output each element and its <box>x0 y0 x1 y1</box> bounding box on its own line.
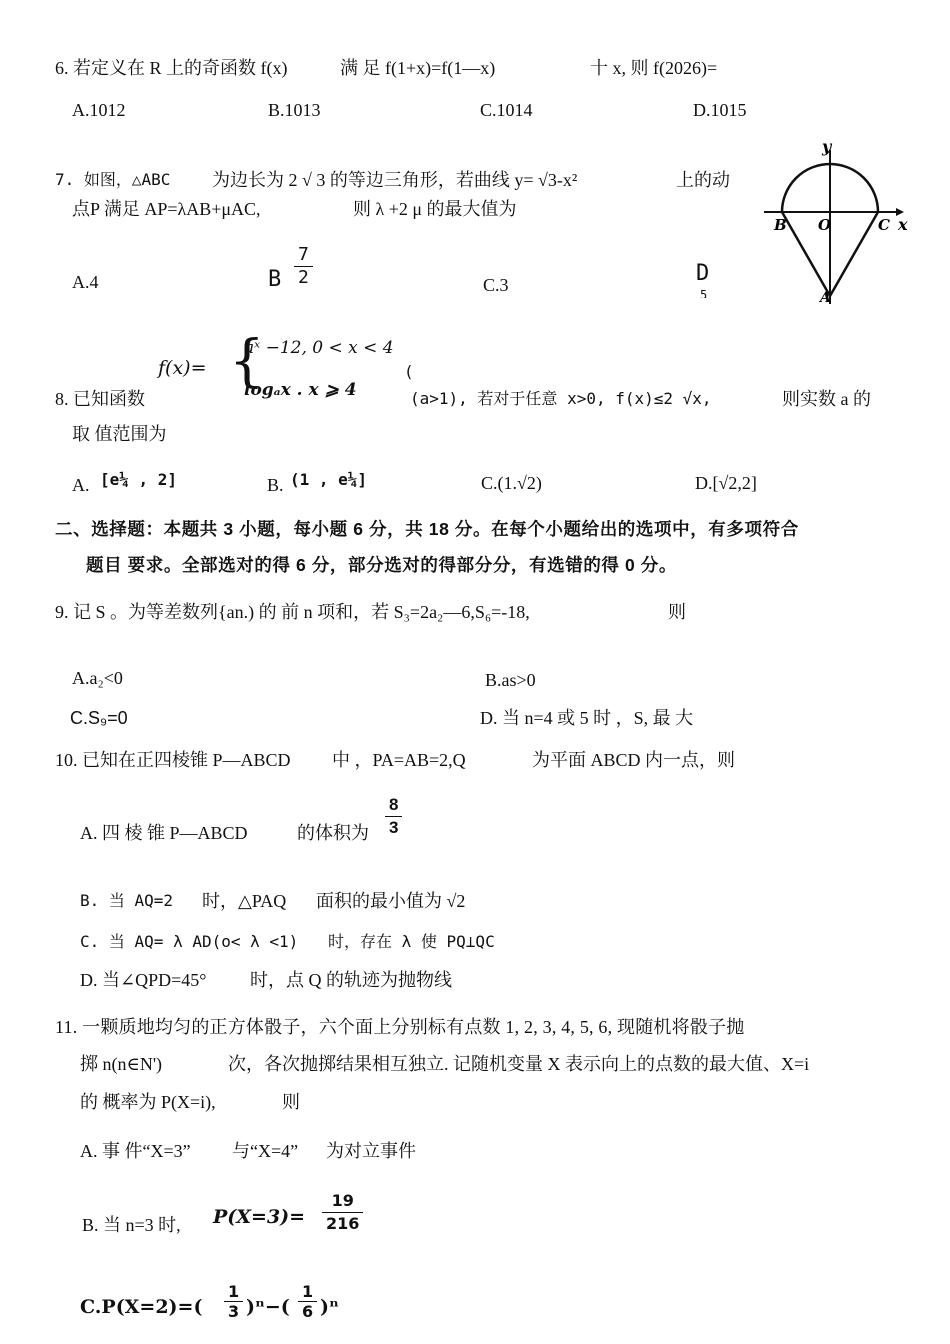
q9-stem-b: 则 <box>668 602 686 622</box>
q11-option-c-denominator-2: 6 <box>302 1302 314 1321</box>
q8-option-d: D.[√2,2] <box>695 473 757 493</box>
label-c: C <box>878 216 890 234</box>
q11-option-b-text: B. 当 n=3 时, <box>82 1215 181 1235</box>
label-x: x <box>898 215 908 234</box>
q7-option-b-numerator: 7 <box>298 244 309 265</box>
q6-option-b: B.1013 <box>268 100 321 120</box>
q8-stem-line2: 取 值范围为 <box>72 424 167 444</box>
q11-option-c-denominator-1: 3 <box>228 1302 240 1321</box>
q9-option-c: C.S₉=0 <box>70 708 128 728</box>
q11-option-a-b: 与“X=4” <box>232 1141 299 1161</box>
q6-option-d: D.1015 <box>693 100 747 120</box>
q11-option-c-tail: )ⁿ <box>320 1296 339 1318</box>
q6-option-a: A.1012 <box>72 100 126 120</box>
q10-option-c-a: C. 当 AQ= λ AD(o< λ <1) <box>80 932 299 951</box>
q10-option-a: A. 四 棱 锥 P—ABCD <box>80 823 248 843</box>
q8-stem-a: 8. 已知函数 <box>55 389 145 409</box>
q7-option-d-letter: D <box>696 261 710 286</box>
q7-stem-line2-a: 点P 满足 AP=λAB+μAC, <box>72 199 261 219</box>
q11-option-c-mid: )ⁿ−( <box>246 1296 290 1318</box>
label-a: A <box>820 290 831 306</box>
q7-option-b-letter: B <box>268 267 282 292</box>
q6-stem-b: 满 足 f(1+x)=f(1—x) <box>340 58 496 78</box>
label-b: B <box>774 216 787 234</box>
q11-stem-line2-a: 掷 n(n∈N') <box>80 1054 163 1074</box>
q7-option-a: A.4 <box>72 272 99 292</box>
q11-option-b-math: P(X=3)= <box>213 1206 306 1228</box>
q10-option-b-c: 面积的最小值为 √2 <box>316 891 466 911</box>
q6-option-c: C.1014 <box>480 100 533 120</box>
q8-piece-2: logₐx . x ⩾ 4 <box>244 380 357 400</box>
q10-option-c-b: 时，存在 λ 使 PQ⊥QC <box>328 932 495 951</box>
q8-option-a-label: A. <box>72 475 90 495</box>
q9-option-a: A.a₂<0 <box>72 668 123 688</box>
q8-stem-c: 则实数 a 的 <box>782 389 871 409</box>
q11-stem-line3-a: 的 概率为 P(X=i), <box>80 1092 216 1112</box>
q11-stem-line2-b: 次，各次抛掷结果相互独立. 记随机变量 X 表示向上的点数的最大值、X=i <box>228 1054 810 1074</box>
q10-option-a-numerator: 8 <box>389 795 399 814</box>
q10-option-b-b: 时，△PAQ <box>202 891 287 911</box>
q7-option-b-denominator: 2 <box>298 267 309 288</box>
label-y: y <box>822 137 832 156</box>
label-o: O <box>818 216 832 234</box>
q10-option-b-a: B. 当 AQ=2 <box>80 891 174 910</box>
section2-header-line1: 二、选择题：本题共 3 小题，每小题 6 分，共 18 分。在每个小题给出的选项中，有多项符合 <box>55 519 799 539</box>
q9-stem-a: 9. 记 S 。为等差数列{an.) 的 前 n 项和，若 S₃=2a₂—6,S₆=-18, <box>55 602 530 622</box>
q9-option-d: D. 当 n=4 或 5 时 ，S, 最 大 <box>480 708 694 728</box>
q10-stem-c: 为平面 ABCD 内一点，则 <box>532 750 736 770</box>
q7-stem-c: 上的动 <box>676 170 730 190</box>
section2-header-line2: 题目 要求。全部选对的得 6 分，部分选对的得部分分，有选错的得 0 分。 <box>86 555 677 575</box>
q11-option-b-denominator: 216 <box>326 1214 360 1233</box>
q8-paren-open: ( <box>404 362 414 381</box>
q8-piece-1: aˣ −12, 0 < x < 4 <box>244 338 394 358</box>
q11-option-c-numerator-2: 1 <box>302 1282 314 1301</box>
q6-stem-c: 十 x, 则 f(2026)= <box>590 58 718 78</box>
q11-stem-line3-b: 则 <box>282 1092 300 1112</box>
q11-option-c-fraction-2 <box>298 1282 317 1321</box>
q8-option-c: C.(1.√2) <box>481 473 542 493</box>
q11-option-a-a: A. 事 件“X=3” <box>80 1141 191 1161</box>
q7-stem-line2-b: 则 λ +2 μ 的最大值为 <box>353 199 517 219</box>
q10-option-d-b: 时，点 Q 的轨迹为抛物线 <box>250 970 452 990</box>
q9-option-b: B.as>0 <box>485 670 536 690</box>
q8-function-lhs: f(x)= <box>158 357 207 379</box>
q10-option-a-tail: 的体积为 <box>297 823 369 843</box>
q10-option-a-denominator: 3 <box>389 818 399 837</box>
q6-stem-a: 6. 若定义在 R 上的奇函数 f(x) <box>55 58 288 78</box>
q11-option-a-c: 为对立事件 <box>326 1141 416 1161</box>
q8-option-b-label: B. <box>267 475 284 495</box>
q11-option-b-fraction <box>322 1190 363 1235</box>
q11-option-c-numerator-1: 1 <box>228 1282 240 1301</box>
q11-option-c-math-a: C.P(X=2)=( <box>80 1296 203 1318</box>
q7-stem-b: 为边长为 2 √ 3 的等边三角形，若曲线 y= √3-x² <box>212 170 578 190</box>
q8-stem-b: (a>1), 若对于任意 x>0, f(x)≤2 √x, <box>410 389 712 408</box>
q7-option-b-fraction <box>294 244 313 289</box>
q8-option-b-math: (1 , e¼] <box>290 470 368 489</box>
q11-stem-line1: 11. 一颗质地均匀的正方体骰子，六个面上分别标有点数 1, 2, 3, 4, 5, 6, 现随机将骰子抛 <box>55 1017 745 1037</box>
q7-option-c: C.3 <box>483 275 509 295</box>
q11-option-b-numerator: 19 <box>331 1191 354 1210</box>
q10-option-a-fraction <box>385 794 402 839</box>
q7-figure <box>760 136 910 306</box>
q11-option-c-fraction-1 <box>224 1282 243 1321</box>
q8-option-a-math: [e¼ , 2] <box>100 470 178 489</box>
q8-piecewise-brace: { <box>229 329 265 394</box>
q7-option-d-fragment: 5 <box>700 288 708 298</box>
q10-stem-a: 10. 已知在正四棱锥 P—ABCD <box>55 750 291 770</box>
q10-option-d-a: D. 当∠QPD=45° <box>80 970 207 990</box>
q7-stem-a: 7. 如图，△ABC <box>55 170 171 189</box>
q10-stem-b: 中 ，PA=AB=2,Q <box>332 750 466 770</box>
